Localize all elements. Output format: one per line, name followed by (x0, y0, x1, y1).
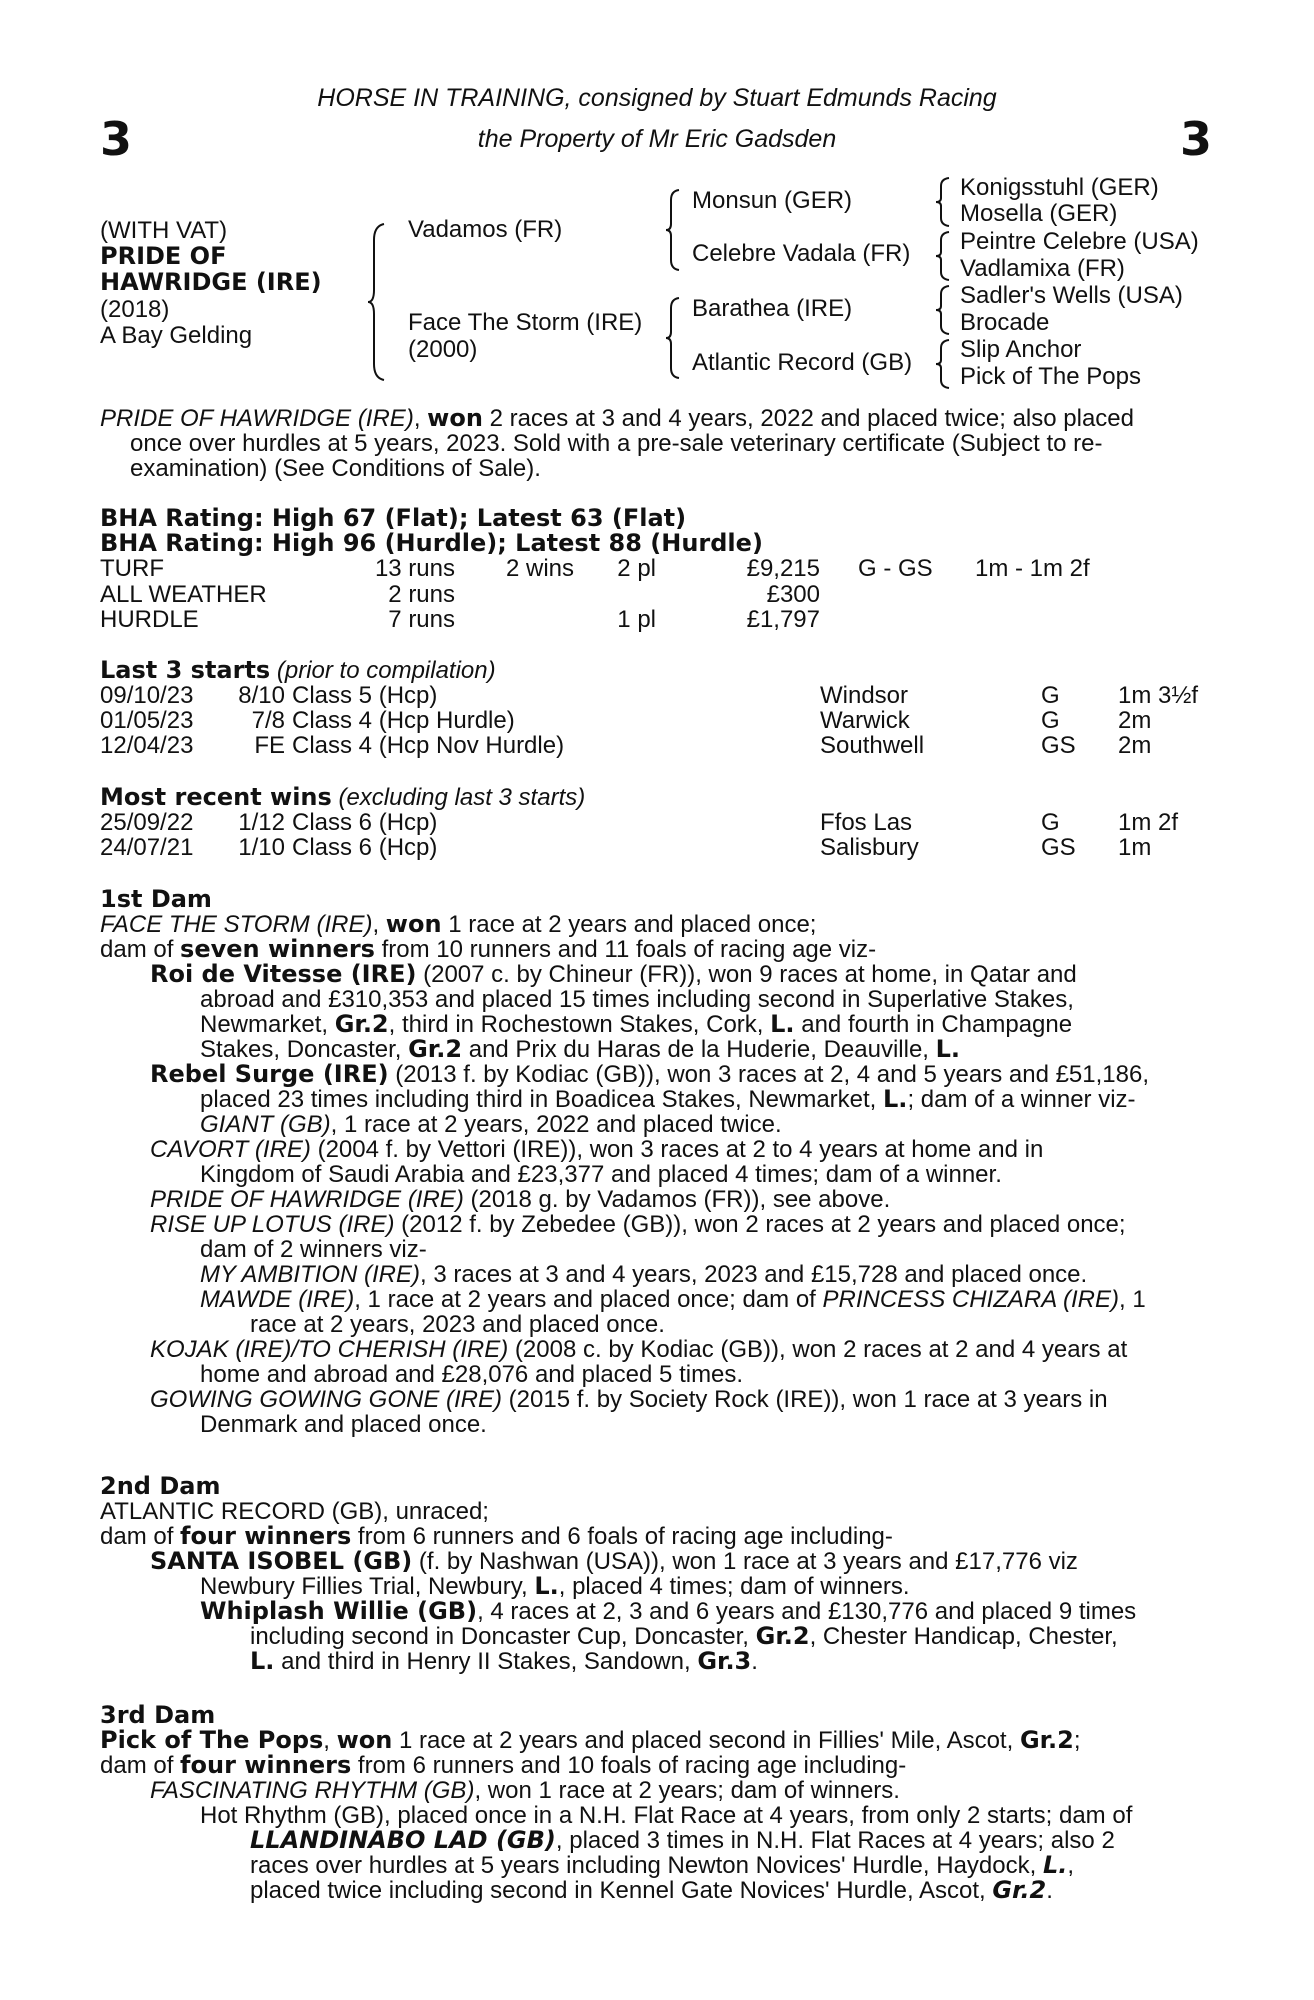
recent-rows-1-dist: 1m (1118, 834, 1152, 861)
ratings-rows-0-runs: 13 runs (374, 555, 455, 582)
dam-2-whi-3-b: and third in Henry II Stakes, Sandown, (274, 1648, 698, 1675)
ratings-rows-0-dist: 1m - 1m 2f (975, 555, 1090, 582)
last-3-rows-0-date: 09/10/23 (100, 682, 194, 709)
dam-1-roi-3-d: L. (770, 1010, 795, 1038)
recent-rows-0-going: G (1041, 809, 1060, 836)
last-3-rows-2-course: Southwell (820, 732, 925, 759)
brace-1 (934, 176, 952, 228)
dam-1-koj-1-a: KOJAK (IRE)/TO CHERISH (IRE) (150, 1336, 509, 1363)
g-sire-dam-dam: Vadlamixa (FR) (960, 255, 1125, 282)
dam-1-l-2-a: dam of (100, 936, 181, 963)
dam-1-reb-1-a: Rebel Surge (IRE) (150, 1060, 389, 1088)
dam-1-reb-1-b: (2013 f. by Kodiac (GB)), won 3 races at 2, 4 and 5 years and £51,186, (388, 1061, 1150, 1088)
dam-3-hot-3-b: L. (1042, 1851, 1068, 1879)
dam-1-reb-3-b: , 1 race at 2 years, 2022 and placed twice. (330, 1111, 782, 1138)
second-dam-title: 2nd Dam (100, 1472, 221, 1500)
dam-2-san-2-c: , placed 4 times; dam of winners. (558, 1573, 910, 1600)
brace-3 (934, 284, 952, 336)
dam-1-reb-2-b: L. (883, 1085, 908, 1113)
dam-1-roi-4-b: Gr.2 (408, 1035, 463, 1063)
dam-1-roi-3-c: , third in Rochestown Stakes, Cork, (388, 1011, 771, 1038)
brace-4 (934, 338, 952, 390)
last-3-rows-1-cls: Class 4 (Hcp Hurdle) (292, 707, 515, 734)
last-3-rows-1-course: Warwick (820, 707, 910, 734)
dam-1-maw-1-d: , 1 (1118, 1286, 1146, 1313)
dam-3-hot-4-a: placed twice including second in Kennel Gate Novices' Hurdle, Ascot, (250, 1877, 993, 1904)
last-3-rows-2-cls: Class 4 (Hcp Nov Hurdle) (292, 732, 565, 759)
rating-hurdle: BHA Rating: High 96 (Hurdle); Latest 88 (Hurdle) (100, 529, 763, 557)
dam-2-whi-2-c: , Chester Handicap, Chester, (809, 1623, 1118, 1650)
dam-dam: Atlantic Record (GB) (692, 349, 913, 376)
recent-rows-1-pos: 1/10 (238, 834, 285, 861)
ratings-rows-0-wins: 2 wins (505, 555, 574, 582)
ratings-rows-1-money: £300 (766, 581, 820, 608)
dam-1-amb-1-a: MY AMBITION (IRE) (200, 1261, 421, 1288)
ratings-rows-0-pl: 2 pl (617, 555, 656, 582)
dam-2-san-1-a: SANTA ISOBEL (GB) (150, 1547, 413, 1575)
dam-1-maw-1-a: MAWDE (IRE) (200, 1286, 355, 1313)
dam-3-fas-1-a: FASCINATING RHYTHM (GB) (150, 1777, 475, 1804)
dam-1-reb-2-a: placed 23 times including third in Boadicea Stakes, Newmarket, (200, 1086, 884, 1113)
last-3-rows-1-dist: 2m (1118, 707, 1152, 734)
dam-1-gow-1-a: GOWING GOWING GONE (IRE) (150, 1386, 502, 1413)
lot-number-left: 3 (100, 112, 133, 166)
lot-number-right: 3 (1180, 112, 1213, 166)
last-3-rows-2-pos: FE (254, 732, 285, 759)
ratings-rows-1-runs: 2 runs (388, 581, 455, 608)
first-dam-title: 1st Dam (100, 885, 212, 913)
dam-1-cav-2: Kingdom of Saudi Arabia and £23,377 and placed 4 times; dam of a winner. (200, 1161, 1002, 1188)
dam-3-hot-4-c: . (1046, 1877, 1053, 1904)
g-dam-dam-sire: Slip Anchor (960, 336, 1082, 363)
horse-name-line1: PRIDE OF (100, 242, 227, 270)
last-3-rows-2-going: GS (1041, 732, 1076, 759)
last-3-rows-0-course: Windsor (820, 682, 909, 709)
dam-2-san-2-b: L. (534, 1572, 559, 1600)
recent-rows-0-cls: Class 6 (Hcp) (292, 809, 438, 836)
g-sire-sire-dam: Mosella (GER) (960, 200, 1118, 227)
recent-rows-0-pos: 1/12 (238, 809, 285, 836)
dam-3-fas-1-b: , won 1 race at 2 years; dam of winners. (474, 1777, 900, 1804)
recent-rows-1-course: Salisbury (820, 834, 919, 861)
dam-1-l-1-d: 1 race at 2 years and placed once; (441, 911, 817, 938)
sire-dam-brace (366, 222, 388, 382)
summary-l-1-d: 2 races at 3 and 4 years, 2022 and placed twice; also placed (482, 405, 1134, 432)
horse-name-line2: HAWRIDGE (IRE) (100, 268, 322, 296)
summary-l-1-b: , (413, 405, 428, 432)
dam-3-l-2-a: dam of (100, 1752, 181, 1779)
dam-1-cav-1-b: (2004 f. by Vettori (IRE)), won 3 races at 2 to 4 years at home and in (310, 1136, 1044, 1163)
dam-1-amb-1-b: , 3 races at 3 and 4 years, 2023 and £15,728 and placed once. (420, 1261, 1088, 1288)
last-3-rows-0-dist: 1m 3½f (1118, 682, 1199, 709)
dam-1-pri-1-a: PRIDE OF HAWRIDGE (IRE) (150, 1186, 464, 1213)
dam-2-whi-2-a: including second in Doncaster Cup, Doncaster, (250, 1623, 756, 1650)
dam-2-whi-1-b: , 4 races at 2, 3 and 6 years and £130,776 and placed 9 times (477, 1598, 1137, 1625)
recent-rows-1-date: 24/07/21 (100, 834, 194, 861)
last-3-rows-2-dist: 2m (1118, 732, 1152, 759)
dam-3-l-1-c: won (336, 1726, 393, 1754)
dam-1-ris-1-a: RISE UP LOTUS (IRE) (150, 1211, 395, 1238)
dam-3-l-1-f: ; (1073, 1727, 1081, 1754)
ratings-rows-2-runs: 7 runs (388, 606, 455, 633)
dam-3-hot-2-b: , placed 3 times in N.H. Flat Races at 4 years; also 2 (555, 1827, 1115, 1854)
ratings-rows-2-money: £1,797 (746, 606, 820, 633)
last-3-rows-1-date: 01/05/23 (100, 707, 194, 734)
dam: Face The Storm (IRE) (408, 309, 643, 336)
dam-3-hot-4-b: Gr.2 (992, 1876, 1047, 1904)
dam-2-san-1-b: (f. by Nashwan (USA)), won 1 race at 3 years and £17,776 viz (412, 1548, 1078, 1575)
dam-3-hot-1: Hot Rhythm (GB), placed once in a N.H. Flat Race at 4 years, from only 2 starts; dam of (200, 1802, 1133, 1829)
dam-2-l-2-c: from 6 runners and 6 foals of racing age including- (351, 1523, 893, 1550)
dam-1-ris-1-b: (2012 f. by Zebedee (GB)), won 2 races at 2 years and placed once; (394, 1211, 1126, 1238)
recent-rows-1-cls: Class 6 (Hcp) (292, 834, 438, 861)
dam-1-roi-4-a: Stakes, Doncaster, (200, 1036, 409, 1063)
ratings-rows-0-going: G - GS (858, 555, 933, 582)
ratings-rows-0-money: £9,215 (746, 555, 820, 582)
dam-2-san-2-a: Newbury Fillies Trial, Newbury, (200, 1573, 535, 1600)
dam-1-koj-1-b: (2008 c. by Kodiac (GB)), won 2 races at 2 and 4 years at (508, 1336, 1128, 1363)
last-3-rows-0-pos: 8/10 (238, 682, 285, 709)
dam-1-gow-1-b: (2015 f. by Society Rock (IRE)), won 1 race at 3 years in (501, 1386, 1108, 1413)
dam-sire: Barathea (IRE) (692, 295, 853, 322)
dam-2-whi-2-b: Gr.2 (755, 1622, 810, 1650)
g-sire-sire-sire: Konigsstuhl (GER) (960, 174, 1159, 201)
property-line: the Property of Mr Eric Gadsden (477, 125, 837, 153)
dam-3-l-1-a: Pick of The Pops (100, 1726, 324, 1754)
last-3-rows-1-pos: 7/8 (251, 707, 285, 734)
ratings-rows-2-surface: HURDLE (100, 606, 199, 633)
dam-1-roi-1-b: (2007 c. by Chineur (FR)), won 9 races at home, in Qatar and (416, 961, 1077, 988)
summary-horse-name: PRIDE OF HAWRIDGE (IRE) (100, 405, 414, 432)
summary-l-2: once over hurdles at 5 years, 2023. Sold with a pre-sale veterinary certificate (Subject to re- (130, 430, 1103, 457)
dam-3-hot-3-c: , (1067, 1852, 1075, 1879)
dam-2-whi-1-a: Whiplash Willie (GB) (200, 1597, 478, 1625)
dam-1-reb-2-c: ; dam of a winner viz- (907, 1086, 1136, 1113)
dam-2-whi-3-c: Gr.3 (697, 1647, 752, 1675)
g-sire-dam-sire: Peintre Celebre (USA) (960, 228, 1199, 255)
foaling-year: (2018) (100, 296, 170, 323)
dam-3-hot-2-a: LLANDINABO LAD (GB) (250, 1826, 556, 1854)
horse-description: A Bay Gelding (100, 322, 253, 349)
dam-2-whi-3-d: . (751, 1648, 758, 1675)
dam-1-maw-2: race at 2 years, 2023 and placed once. (250, 1311, 665, 1338)
summary-l-1-c: won (427, 404, 483, 432)
dam-2-l-2-b: four winners (180, 1522, 352, 1550)
sire: Vadamos (FR) (408, 216, 563, 243)
dam-1-reb-3-a: GIANT (GB) (200, 1111, 331, 1138)
recent-rows-0-dist: 1m 2f (1118, 809, 1179, 836)
last-3-rows-2-date: 12/04/23 (100, 732, 194, 759)
g-dam-sire-dam: Brocade (960, 309, 1050, 336)
dam-3-l-1-e: Gr.2 (1019, 1726, 1074, 1754)
dam-1-roi-3-e: and fourth in Champagne (794, 1011, 1073, 1038)
dam-2-whi-3-a: L. (250, 1647, 275, 1675)
recent-title: Most recent wins (100, 783, 332, 811)
dam-2-l-1: ATLANTIC RECORD (GB), unraced; (100, 1498, 489, 1525)
rating-flat: BHA Rating: High 67 (Flat); Latest 63 (Flat) (100, 504, 687, 532)
dam-line-brace (664, 296, 682, 380)
dam-1-l-2-c: from 10 runners and 11 foals of racing age viz- (374, 936, 877, 963)
dam-1-l-2-b: seven winners (180, 935, 375, 963)
dam-1-cav-1-a: CAVORT (IRE) (150, 1136, 311, 1163)
dam-1-maw-1-c: PRINCESS CHIZARA (IRE) (822, 1286, 1119, 1313)
recent-rows-0-course: Ffos Las (820, 809, 913, 836)
dam-1-l-1-b: , (372, 911, 386, 938)
recent-rows-1-going: GS (1041, 834, 1076, 861)
vat-label: (WITH VAT) (100, 217, 228, 244)
dam-1-gow-2: Denmark and placed once. (200, 1411, 487, 1438)
dam-3-l-1-b: , (323, 1727, 337, 1754)
g-dam-sire-sire: Sadler's Wells (USA) (960, 282, 1183, 309)
last-3-note: (prior to compilation) (270, 657, 496, 684)
dam-year: (2000) (408, 336, 478, 363)
third-dam-title: 3rd Dam (100, 1701, 216, 1729)
recent-note: (excluding last 3 starts) (331, 784, 586, 811)
dam-3-l-1-d: 1 race at 2 years and placed second in Fillies' Mile, Ascot, (392, 1727, 1020, 1754)
ratings-rows-0-surface: TURF (100, 555, 164, 582)
sire-sire: Monsun (GER) (692, 187, 853, 214)
dam-1-roi-3-a: Newmarket, (200, 1011, 335, 1038)
g-dam-dam-dam: Pick of The Pops (960, 363, 1141, 390)
sire-dam: Celebre Vadala (FR) (692, 240, 911, 267)
dam-2-l-2-a: dam of (100, 1523, 181, 1550)
dam-1-roi-4-d: L. (935, 1035, 961, 1063)
ratings-rows-1-surface: ALL WEATHER (100, 581, 267, 608)
dam-1-ris-2: dam of 2 winners viz- (200, 1236, 427, 1263)
dam-1-roi-2: abroad and £310,353 and placed 15 times including second in Superlative Stakes, (200, 986, 1074, 1013)
dam-3-l-2-b: four winners (180, 1751, 352, 1779)
last-3-rows-0-going: G (1041, 682, 1060, 709)
brace-2 (934, 230, 952, 282)
dam-1-l-1-c: won (385, 910, 442, 938)
dam-3-l-2-c: from 6 runners and 10 foals of racing age including- (351, 1752, 907, 1779)
recent-rows-0-date: 25/09/22 (100, 809, 194, 836)
consignor-line: HORSE IN TRAINING, consigned by Stuart Edmunds Racing (317, 84, 997, 112)
ratings-rows-2-pl: 1 pl (617, 606, 656, 633)
dam-1-roi-1-a: Roi de Vitesse (IRE) (150, 960, 417, 988)
dam-1-koj-2: home and abroad and £28,076 and placed 5 times. (200, 1361, 744, 1388)
last-3-rows-1-going: G (1041, 707, 1060, 734)
dam-3-hot-3-a: races over hurdles at 5 years including Newton Novices' Hurdle, Haydock, (250, 1852, 1043, 1879)
dam-1-maw-1-b: , 1 race at 2 years and placed once; dam of (354, 1286, 823, 1313)
dam-1-roi-3-b: Gr.2 (334, 1010, 389, 1038)
summary-l-3: examination) (See Conditions of Sale). (130, 455, 541, 482)
dam-1-l-1-a: FACE THE STORM (IRE) (100, 911, 373, 938)
dam-1-pri-1-b: (2018 g. by Vadamos (FR)), see above. (463, 1186, 891, 1213)
dam-1-roi-4-c: and Prix du Haras de la Huderie, Deauville, (462, 1036, 936, 1063)
last-3-rows-0-cls: Class 5 (Hcp) (292, 682, 438, 709)
sire-line-brace (664, 188, 682, 272)
last-3-title: Last 3 starts (100, 656, 271, 684)
